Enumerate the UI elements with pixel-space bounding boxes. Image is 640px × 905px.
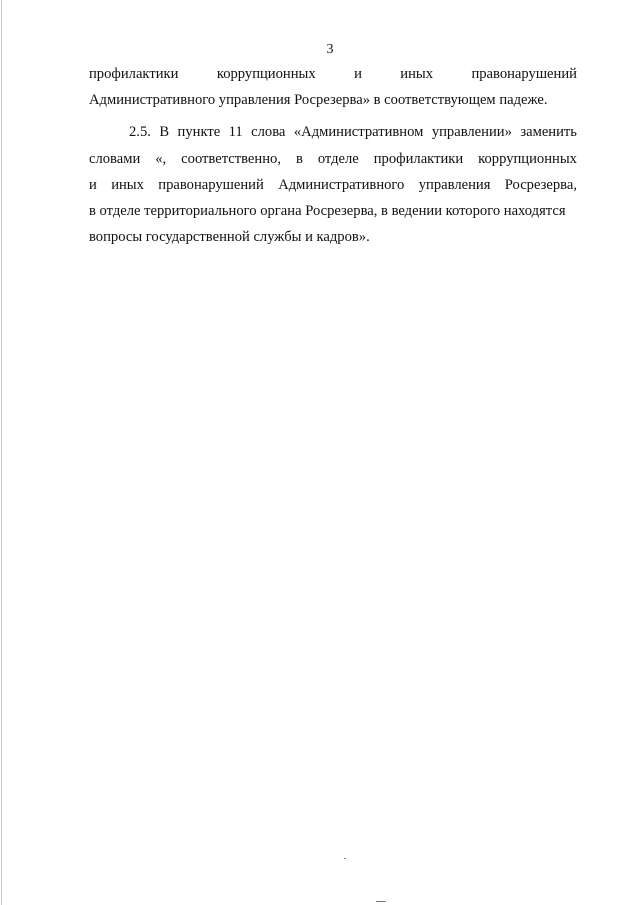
word: Росрезерва, <box>504 176 577 193</box>
word: словами <box>89 150 141 167</box>
word: в <box>295 150 303 167</box>
paragraph-2-line-5: вопросы государственной службы и кадров». <box>89 229 370 246</box>
word: В <box>159 124 170 141</box>
word: правонарушений <box>158 176 264 193</box>
word: 2.5. <box>129 124 151 141</box>
paragraph-2-line-2 <box>89 146 577 172</box>
word: слова <box>251 124 286 141</box>
scan-speck <box>376 901 386 902</box>
word: управлении» <box>431 124 512 141</box>
page-number: 3 <box>326 42 334 57</box>
word: коррупционных <box>216 66 316 82</box>
word: Административного <box>278 176 405 193</box>
word: правонарушений <box>471 66 577 82</box>
paragraph-2-line-1 <box>89 119 577 145</box>
word: отделе <box>317 150 359 167</box>
word: «Административном <box>293 124 424 141</box>
document-body <box>89 61 577 250</box>
paragraph-2-line-3 <box>89 172 577 198</box>
word: пункте <box>177 124 221 141</box>
word: профилактики <box>373 150 464 167</box>
word: иных <box>400 66 434 82</box>
word: «, <box>155 150 167 167</box>
word: иных <box>111 176 144 193</box>
word: управления <box>418 176 491 193</box>
paragraph-1-line-1 <box>89 61 577 87</box>
word: заменить <box>520 124 577 141</box>
page-edge-shadow <box>1 0 2 905</box>
paragraph-2-line-4: в отделе территориального органа Росрезерва, в ведении которого находятся <box>89 203 566 220</box>
word: коррупционных <box>478 150 577 167</box>
word: соответственно, <box>181 150 281 167</box>
paragraph-1-line-2: Административного управления Росрезерва» в соответствующем падеже. <box>89 92 548 109</box>
scan-speck <box>344 858 346 859</box>
word: и <box>89 176 97 193</box>
word: профилактики <box>89 66 179 82</box>
word: 11 <box>228 124 243 141</box>
word: и <box>354 66 362 82</box>
